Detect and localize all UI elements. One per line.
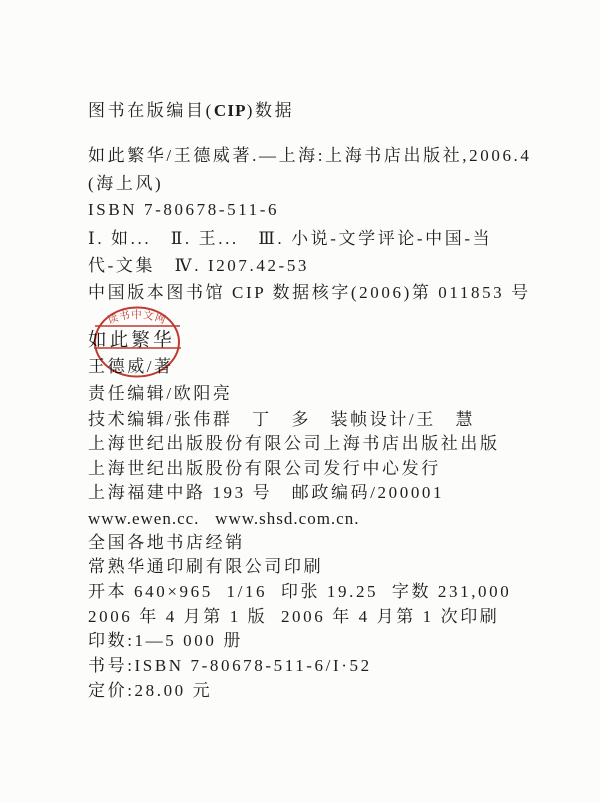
author-line: 王德威/著: [88, 357, 174, 376]
cip-classification-line2: 代-文集 Ⅳ. I207.42-53: [88, 256, 310, 275]
websites-line: www.ewen.cc. www.shsd.com.cn.: [88, 509, 360, 528]
price-line: 定价:28.00 元: [88, 681, 213, 700]
cip-entry: 如此繁华/王德威著.—上海:上海书店出版社,2006.4: [88, 146, 532, 165]
print-run-line: 印数:1—5 000 册: [88, 631, 243, 650]
responsible-editor-line: 责任编辑/欧阳亮: [88, 384, 233, 403]
cip-series: (海上风): [88, 174, 164, 193]
cip-isbn: ISBN 7-80678-511-6: [88, 200, 280, 219]
cip-heading-post: )数据: [246, 101, 295, 120]
book-number-line: 书号:ISBN 7-80678-511-6/I·52: [88, 656, 372, 675]
cip-classification-line1: Ⅰ. 如... Ⅱ. 王... Ⅲ. 小说-文学评论-中国-当: [88, 229, 493, 248]
cip-heading-cip: CIP: [213, 101, 247, 120]
cip-heading: [88, 101, 294, 121]
book-title: 如此繁华: [88, 331, 175, 351]
printer-line: 常熟华通印刷有限公司印刷: [88, 557, 324, 576]
address-postcode-line: 上海福建中路 193 号 邮政编码/200001: [88, 483, 445, 502]
distributor-line: 上海世纪出版股份有限公司发行中心发行: [88, 459, 441, 478]
cip-heading-pre: 图书在版编目(: [88, 101, 214, 120]
publisher-line: 上海世纪出版股份有限公司上海书店出版社出版: [88, 434, 500, 453]
sales-line: 全国各地书店经销: [88, 533, 245, 552]
cip-record-number: 中国版本图书馆 CIP 数据核字(2006)第 011853 号: [88, 283, 531, 302]
stamp-label-text: 读书中文网: [106, 310, 168, 327]
technical-editor-line: 技术编辑/张伟群 丁 多 装帧设计/王 慧: [88, 410, 476, 429]
format-line: 开本 640×965 1/16 印张 19.25 字数 231,000: [88, 582, 512, 601]
edition-line: 2006 年 4 月第 1 版 2006 年 4 月第 1 次印刷: [88, 607, 500, 626]
